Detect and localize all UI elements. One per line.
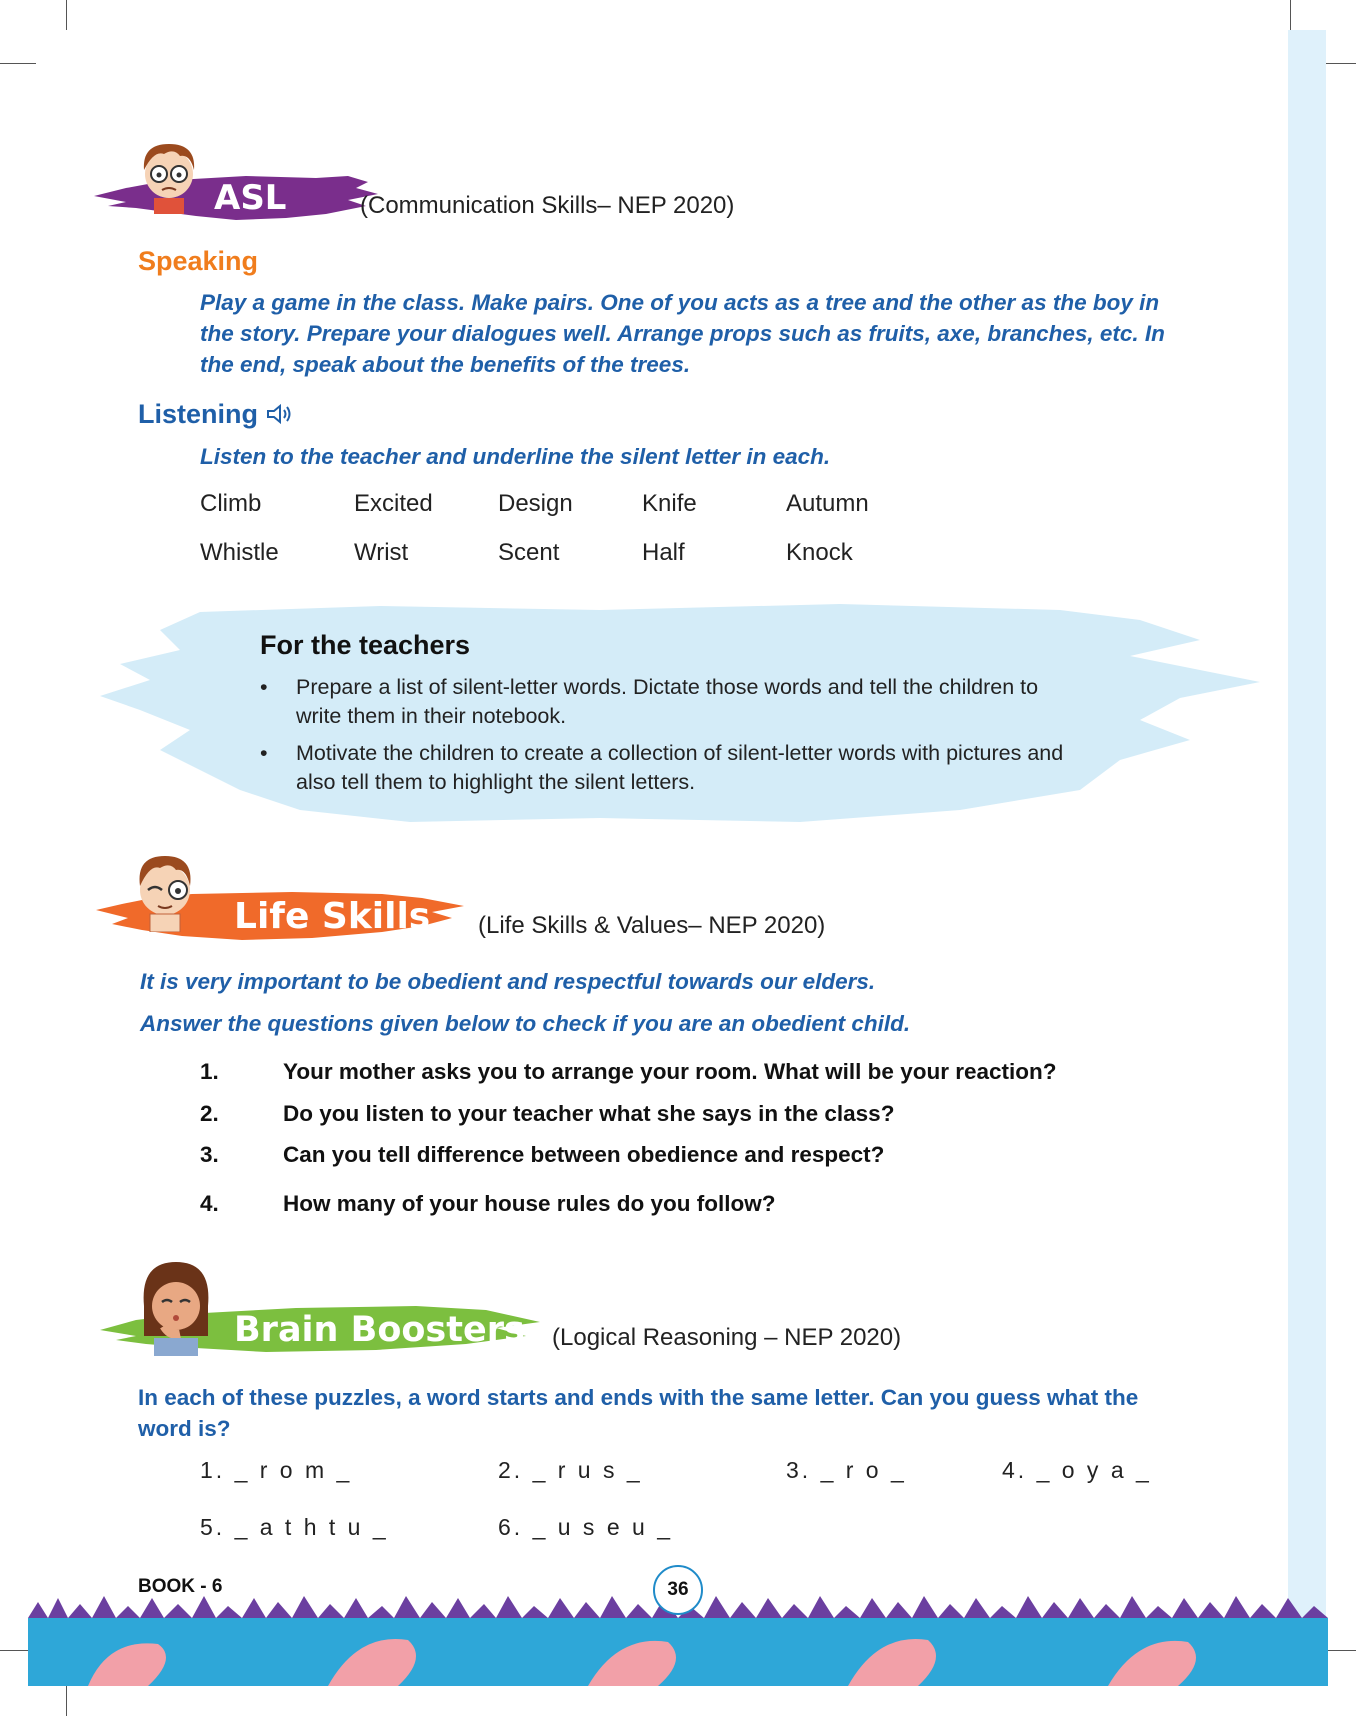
book-label: BOOK - 6: [138, 1576, 223, 1597]
crop-mark: [1326, 1650, 1356, 1651]
asl-subtitle: (Communication Skills– NEP 2020): [360, 192, 735, 219]
crop-mark: [66, 1686, 67, 1716]
teachers-bullet-1-line: write them in their notebook.: [296, 704, 567, 728]
life-skills-intro-2: Answer the questions given below to check if you are an obedient child.: [140, 1011, 911, 1036]
speaking-line: the story. Prepare your dialogues well. Arrange props such as fruits, axe, branches, etc. In: [200, 321, 1165, 346]
question-text: Your mother asks you to arrange your room. What will be your reaction?: [283, 1059, 1057, 1084]
teachers-bullet-1: [260, 673, 1039, 731]
teachers-bullet-2-line: Motivate the children to create a collection of silent-letter words with pictures and: [296, 741, 1064, 765]
question-number: 2.: [200, 1101, 219, 1126]
brain-boosters-instruction: word is?: [138, 1416, 231, 1441]
word-half: Half: [642, 539, 685, 566]
asl-banner: [86, 136, 386, 236]
life-skills-subtitle: (Life Skills & Values– NEP 2020): [478, 912, 826, 939]
crop-mark: [0, 63, 36, 64]
puzzle: 2. _ r u s _: [498, 1457, 643, 1483]
question-text: How many of your house rules do you follow?: [283, 1191, 776, 1216]
teachers-bullet-2-line: also tell them to highlight the silent letters.: [296, 770, 696, 794]
speaker-icon: [266, 403, 296, 425]
word-whistle: Whistle: [200, 539, 279, 566]
word-autumn: Autumn: [786, 490, 869, 517]
boy-glasses-icon: [134, 136, 204, 214]
puzzle: 3. _ r o _: [786, 1457, 907, 1483]
speaking-heading: Speaking: [138, 246, 259, 276]
speaking-line: the end, speak about the benefits of the trees.: [200, 352, 691, 377]
brain-boosters-subtitle: (Logical Reasoning – NEP 2020): [552, 1324, 902, 1351]
speaking-line: Play a game in the class. Make pairs. One of you acts as a tree and the other as the boy in: [200, 290, 1160, 315]
listening-heading: [138, 399, 296, 430]
crop-mark: [66, 0, 67, 30]
life-skills-banner: [92, 848, 472, 958]
teachers-bullet-2: [260, 739, 1064, 797]
word-design: Design: [498, 490, 573, 517]
word-wrist: Wrist: [354, 539, 409, 566]
teachers-title: For the teachers: [260, 630, 471, 660]
life-skills-intro-1: It is very important to be obedient and respectful towards our elders.: [140, 969, 876, 994]
puzzle: 5. _ a t h t u _: [200, 1514, 389, 1540]
page-number: 36: [653, 1565, 703, 1615]
girl-thinking-icon: [134, 1256, 218, 1356]
puzzle: 1. _ r o m _: [200, 1457, 353, 1483]
crop-mark: [1290, 0, 1291, 30]
word-knock: Knock: [786, 539, 853, 566]
brain-boosters-instruction: In each of these puzzles, a word starts and ends with the same letter. Can you guess what the: [138, 1385, 1139, 1410]
question-number: 1.: [200, 1059, 219, 1084]
listening-instruction: Listen to the teacher and underline the silent letter in each.: [200, 444, 831, 469]
question-text: Do you listen to your teacher what she says in the class?: [283, 1101, 895, 1126]
side-strip: [1288, 30, 1326, 1630]
word-excited: Excited: [354, 490, 433, 517]
teachers-bullet-1-line: Prepare a list of silent-letter words. Dictate those words and tell the children to: [296, 675, 1039, 699]
brain-boosters-title: Brain Boosters: [234, 1310, 525, 1350]
crop-mark: [1326, 63, 1356, 64]
question-text: Can you tell difference between obedience and respect?: [283, 1142, 885, 1167]
brain-boosters-banner: [96, 1256, 546, 1366]
asl-title: ASL: [214, 178, 287, 218]
boy-winking-icon: [128, 848, 202, 932]
word-knife: Knife: [642, 490, 697, 517]
life-skills-title: Life Skills: [234, 896, 431, 937]
bullet-dot: •: [260, 675, 268, 699]
question-number: 3.: [200, 1142, 219, 1167]
question-number: 4.: [200, 1191, 219, 1216]
puzzle: 6. _ u s e u _: [498, 1514, 673, 1540]
puzzle: 4. _ o y a _: [1002, 1457, 1152, 1483]
bullet-dot: •: [260, 741, 268, 765]
word-scent: Scent: [498, 539, 560, 566]
word-climb: Climb: [200, 490, 262, 517]
listening-heading-text: Listening: [138, 399, 258, 429]
